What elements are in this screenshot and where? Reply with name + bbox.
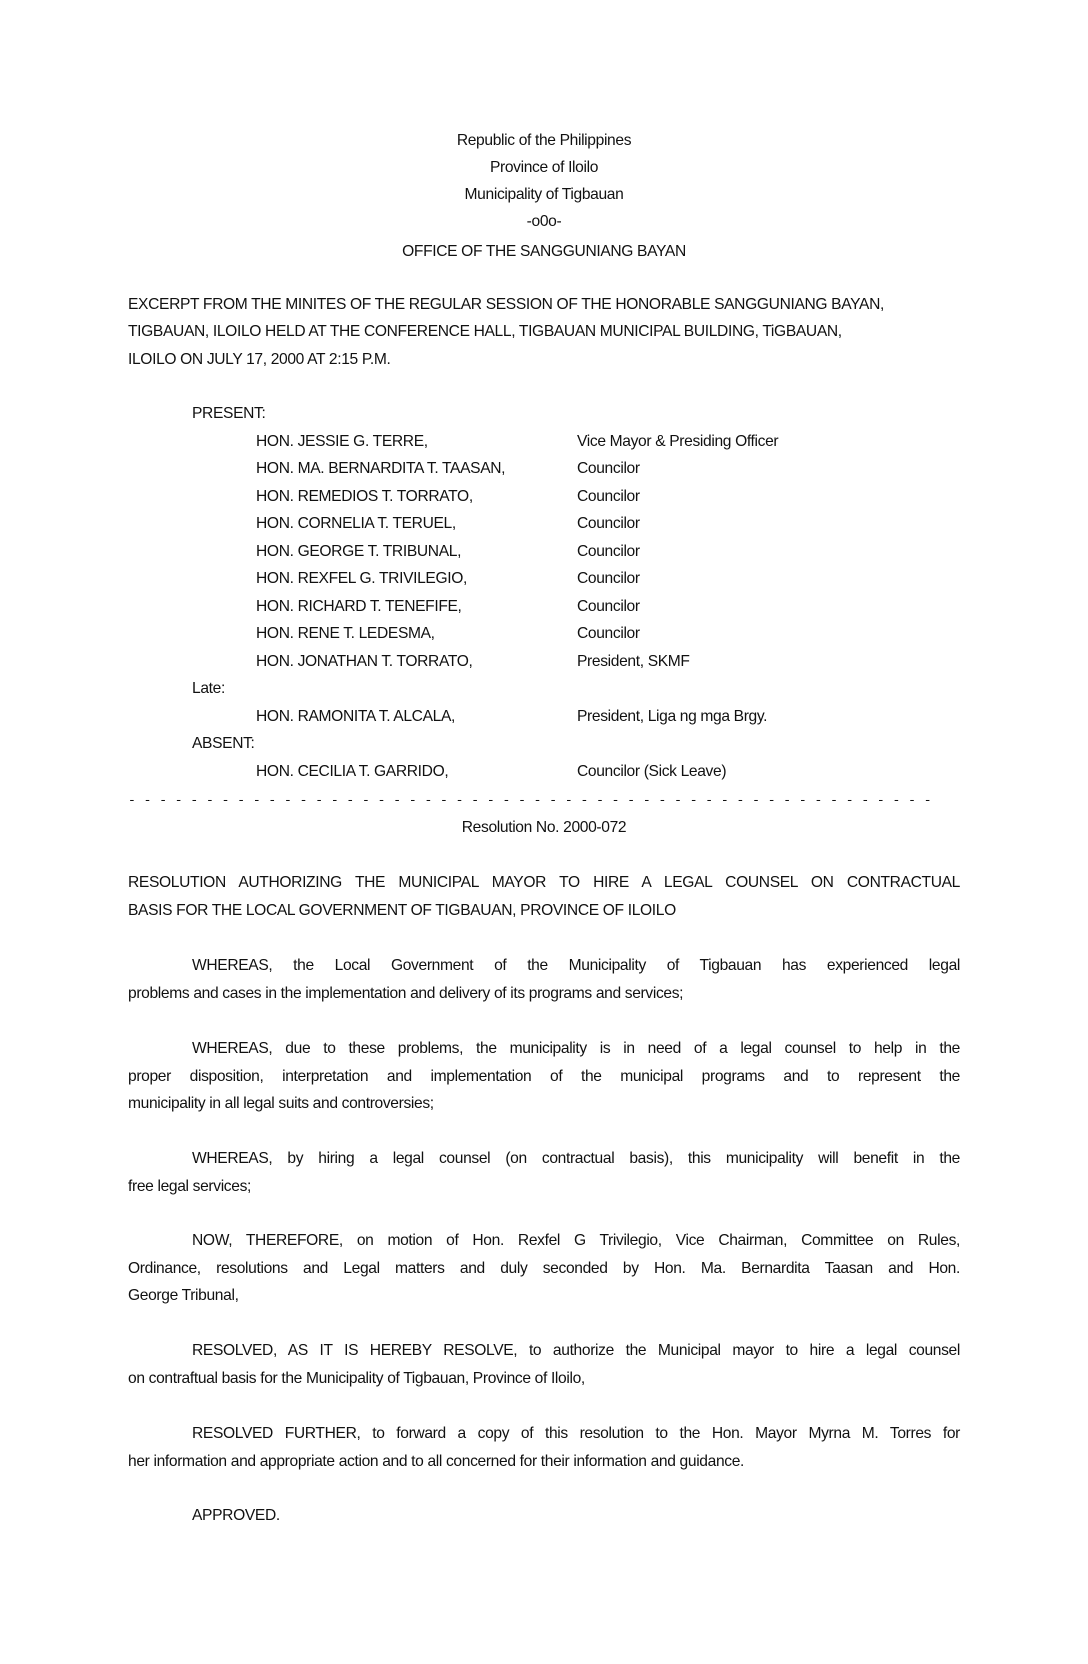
attendee-name: HON. RENE T. LEDESMA, (256, 625, 435, 642)
attendee-name: HON. JESSIE G. TERRE, (256, 433, 428, 450)
attendee-name: HON. REMEDIOS T. TORRATO, (256, 488, 473, 505)
whereas-paragraph-3 (128, 1145, 960, 1200)
attendee-role: President, Liga ng mga Brgy. (577, 708, 768, 725)
header-republic: Republic of the Philippines (456, 132, 632, 149)
approved-label: APPROVED. (192, 1507, 280, 1524)
attendee-role: Councilor (577, 598, 640, 615)
excerpt-line: ILOILO ON JULY 17, 2000 AT 2:15 P.M. (128, 351, 391, 368)
paragraph-line: on contraftual basis for the Municipality of Tigbauan, Province of Iloilo, (128, 1369, 585, 1387)
resolution-title-line: RESOLUTION AUTHORIZING THE MUNICIPAL MAYOR TO HIRE A LEGAL COUNSEL ON CONTRACTUAL (128, 874, 960, 891)
header-province: Province of Iloilo (489, 159, 599, 176)
paragraph-line: WHEREAS, due to these problems, the municipality is in need of a legal counsel to help in the (192, 1040, 960, 1057)
attendee-role: Vice Mayor & Presiding Officer (577, 433, 779, 450)
attendee-role: Councilor (577, 570, 640, 587)
resolution-number: Resolution No. 2000-072 (461, 819, 627, 836)
resolved-further-paragraph (128, 1420, 960, 1475)
attendee-name: HON. CORNELIA T. TERUEL, (256, 515, 456, 532)
resolved-paragraph (128, 1337, 960, 1392)
paragraph-line: WHEREAS, by hiring a legal counsel (on contractual basis), this municipality will benefit in the (192, 1150, 960, 1167)
attendee-role: Councilor (577, 515, 640, 532)
paragraph-line: Ordinance, resolutions and Legal matters and duly seconded by Hon. Ma. Bernardita Taasan and Hon. (128, 1259, 960, 1277)
now-therefore-paragraph (128, 1227, 960, 1310)
header-municipality: Municipality of Tigbauan (464, 186, 624, 203)
late-label: Late: (192, 680, 225, 697)
attendee-role: Councilor (577, 488, 640, 505)
paragraph-line: RESOLVED, AS IT IS HEREBY RESOLVE, to authorize the Municipal mayor to hire a legal counsel (192, 1342, 960, 1359)
paragraph-line: municipality in all legal suits and controversies; (128, 1095, 434, 1112)
resolution-title (128, 869, 960, 924)
attendee-role: Councilor (577, 460, 640, 477)
whereas-paragraph-1 (128, 952, 960, 1007)
dashed-separator: - - - - - - - - - - - - - - - - - - - - - - - - - - - - - - - - - - - - - - - - - - - - - - - - - - - - (128, 793, 932, 808)
whereas-paragraph-2 (128, 1035, 960, 1118)
paragraph-line: RESOLVED FURTHER, to forward a copy of this resolution to the Hon. Mayor Myrna M. Torres for (192, 1425, 960, 1442)
paragraph-line: proper disposition, interpretation and implementation of the municipal programs and to represent the (128, 1067, 960, 1085)
attendee-role: Councilor (577, 625, 640, 642)
paragraph-line: problems and cases in the implementation and delivery of its programs and services; (128, 984, 684, 1002)
paragraph-line: George Tribunal, (128, 1287, 239, 1304)
attendee-name: HON. RICHARD T. TENEFIFE, (256, 598, 462, 615)
attendee-name: HON. REXFEL G. TRIVILEGIO, (256, 570, 467, 587)
paragraph-line: WHEREAS, the Local Government of the Municipality of Tigbauan has experienced legal (192, 957, 960, 974)
attendee-name: HON. RAMONITA T. ALCALA, (256, 708, 455, 725)
attendee-name: HON. JONATHAN T. TORRATO, (256, 653, 473, 670)
attendee-name: HON. CECILIA T. GARRIDO, (256, 763, 449, 780)
present-label: PRESENT: (192, 405, 266, 422)
attendee-name: HON. GEORGE T. TRIBUNAL, (256, 543, 462, 560)
attendee-role: Councilor (577, 543, 640, 560)
attendee-role: Councilor (Sick Leave) (577, 763, 727, 780)
attendee-name: HON. MA. BERNARDITA T. TAASAN, (256, 460, 506, 477)
excerpt-line: TIGBAUAN, ILOILO HELD AT THE CONFERENCE HALL, TIGBAUAN MUNICIPAL BUILDING, TiGBAUAN, (128, 323, 842, 340)
attendee-role: President, SKMF (577, 653, 690, 670)
header-office: OFFICE OF THE SANGGUNIANG BAYAN (402, 243, 686, 260)
paragraph-line: her information and appropriate action and to all concerned for their information and guidance. (128, 1452, 745, 1470)
resolution-title-line: BASIS FOR THE LOCAL GOVERNMENT OF TIGBAUAN, PROVINCE OF ILOILO (128, 901, 676, 919)
excerpt-line: EXCERPT FROM THE MINITES OF THE REGULAR SESSION OF THE HONORABLE SANGGUNIANG BAYAN, (128, 296, 884, 313)
paragraph-line: NOW, THEREFORE, on motion of Hon. Rexfel G Trivilegio, Vice Chairman, Committee on Rules, (192, 1232, 960, 1249)
absent-label: ABSENT: (192, 735, 255, 752)
header-ornament: -o0o- (526, 213, 562, 230)
paragraph-line: free legal services; (128, 1177, 252, 1195)
